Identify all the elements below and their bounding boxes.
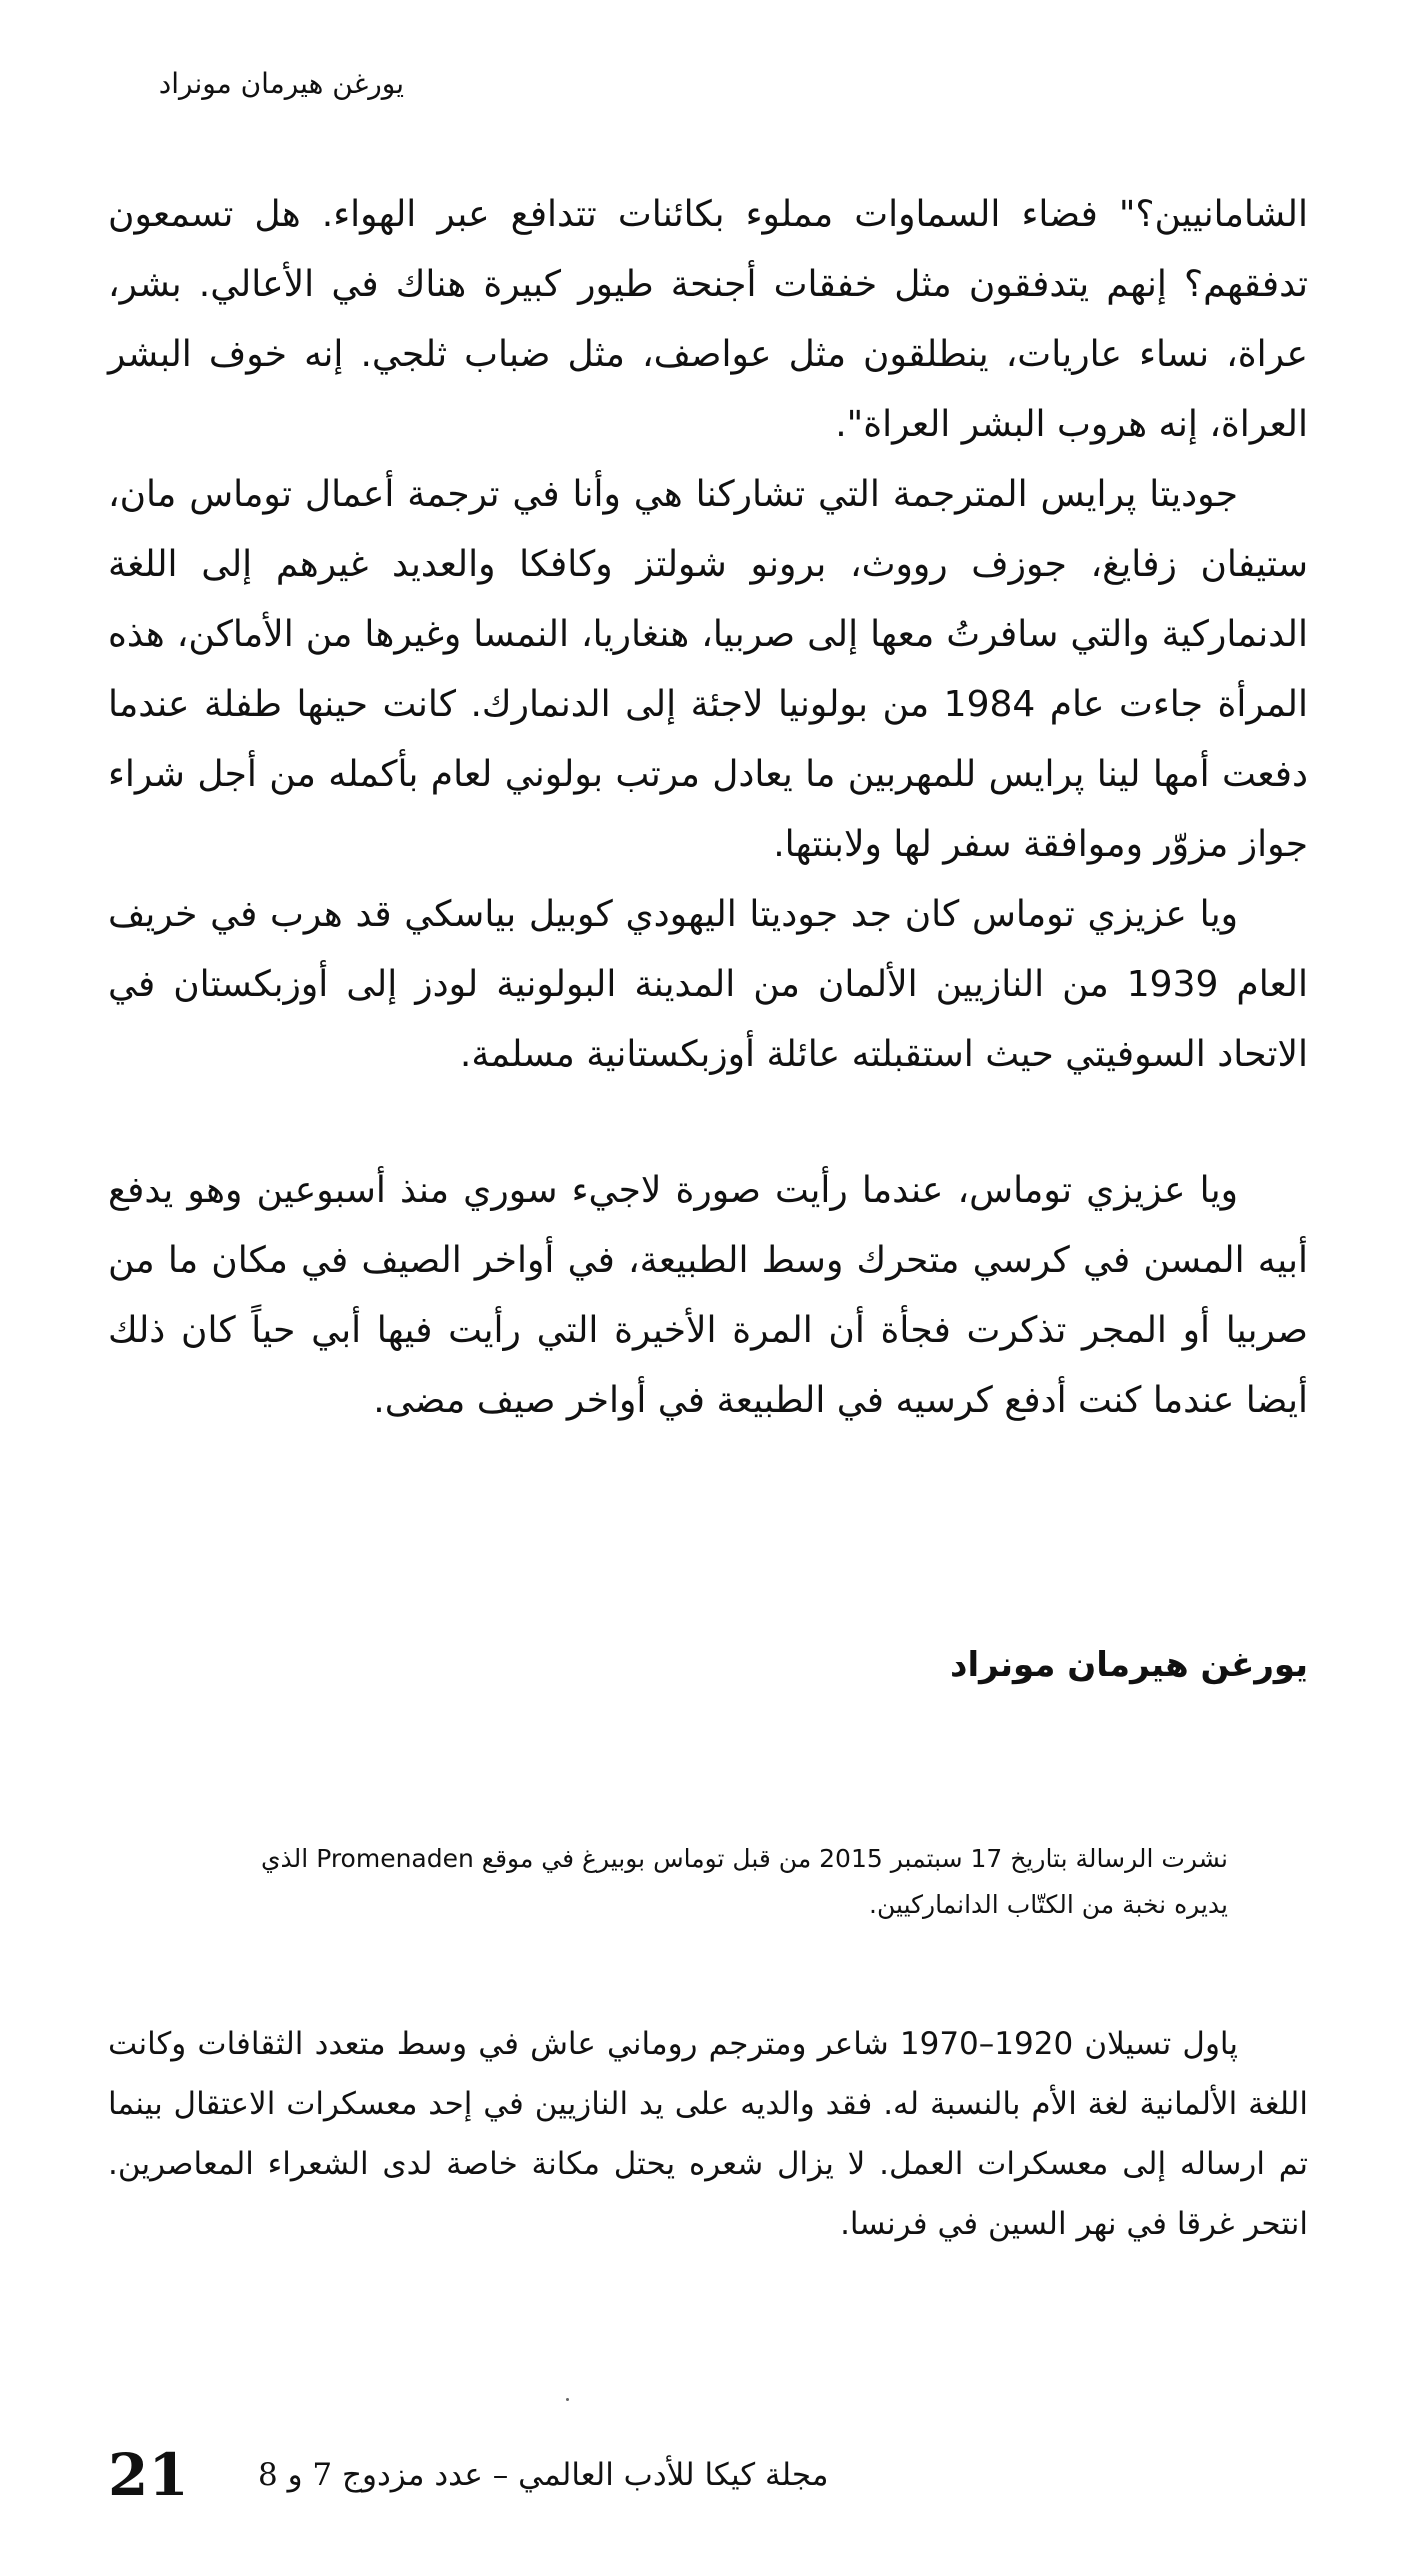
paragraph: جوديتا پرايس المترجمة التي تشاركنا هي وأنا في ترجمة أعمال توماس مان، ستيفان زفايغ، جوزف رووث، برونو شولتز وكافكا والعديد غيرهم إلى اللغة الدنماركية والتي سافرتُ معها إلى صربيا، هنغاريا، النمسا وغيرها من الأماكن، هذه المرأة جاءت عام 1984 من بولونيا لاجئة إلى الدنمارك. كانت حينها طفلة عندما دفعت أمها لينا پرايس للمهربين ما يعادل مرتب بولوني لعام بأكمله من أجل شراء جواز مزوّر وموافقة سفر لها ولابنتها. — [108, 474, 1309, 865]
journal-name: مجلة كيكا للأدب العالمي – عدد مزدوج 7 و 8 — [258, 2457, 829, 2493]
running-header: يورغن هيرمان مونراد — [158, 67, 404, 100]
celan-footnote — [108, 2014, 1308, 2254]
scan-speck — [566, 2398, 569, 2401]
publication-note — [108, 1836, 1228, 1928]
paragraph: ويا عزيزي توماس كان جد جوديتا اليهودي كوبيل بياسكي قد هرب في خريف العام 1939 من النازيين الألمان من المدينة البولونية لودز إلى أوزبكستان في الاتحاد السوفيتي حيث استقبلته عائلة أوزبكستانية مسلمة. — [108, 894, 1308, 1075]
author-signature: يورغن هيرمان مونراد — [950, 1645, 1308, 1685]
paragraph: الشامانيين؟" فضاء السماوات مملوء بكائنات تتدافع عبر الهواء. هل تسمعون تدفقهم؟ إنهم يتدفقون مثل خفقات أجنحة طيور كبيرة هناك في الأعالي. بشر، عراة، نساء عاريات، ينطلقون مثل عواصف، مثل ضباب ثلجي. إنه خوف البشر العراة، إنه هروب البشر العراة". — [108, 194, 1308, 445]
letter-body — [108, 180, 1308, 1436]
paragraph: ويا عزيزي توماس، عندما رأيت صورة لاجيء سوري منذ أسبوعين وهو يدفع أبيه المسن في كرسي متحرك وسط الطبيعة، في أواخر الصيف في مكان ما من صربيا أو المجر تذكرت فجأة أن المرة الأخيرة التي رأيت فيها أبي حياً كان ذلك أيضا عندما كنت أدفع كرسيه في الطبيعة في أواخر صيف مضى. — [108, 1170, 1308, 1421]
celan-footnote-text: پاول تسيلان 1920–1970 شاعر ومترجم روماني عاش في وسط متعدد الثقافات وكانت اللغة الألمانية لغة الأم بالنسبة له. فقد والديه على يد النازيين في إحد معسكرات الاعتقال بينما تم ارساله إلى معسكرات العمل. لا يزال شعره يحتل مكانة خاصة لدى الشعراء المعاصرين. انتحر غرقا في نهر السين في فرنسا. — [108, 2026, 1308, 2242]
publication-note-line: نشرت الرسالة بتاريخ 17 سبتمبر 2015 من قبل توماس بوبيرغ في موقع Promenaden الذي — [260, 1844, 1228, 1873]
publication-note-line: يديره نخبة من الكتّاب الدانماركيين. — [869, 1890, 1228, 1919]
page-number: 21 — [108, 2441, 189, 2509]
page-footer — [108, 2440, 1308, 2510]
